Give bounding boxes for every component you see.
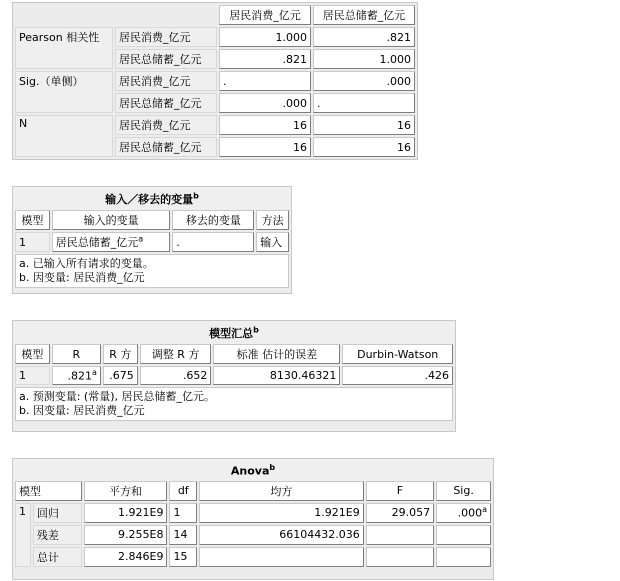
- col-header: 模型: [15, 210, 50, 230]
- value-cell: 14: [169, 525, 197, 545]
- footnotes: a. 预测变量: (常量), 居民总储蓄_亿元。 b. 因变量: 居民消费_亿元: [15, 387, 453, 421]
- value-cell: .000: [313, 71, 415, 91]
- col-header: 调整 R 方: [140, 344, 212, 364]
- col-header: 平方和: [84, 481, 168, 501]
- row-var: 居民消费_亿元: [115, 71, 217, 91]
- value-cell: [199, 547, 364, 567]
- group-label: Pearson 相关性: [15, 27, 113, 69]
- table-title: Anova$^b$: [13, 459, 493, 481]
- value-cell: .000: [219, 93, 311, 113]
- row-var: 居民总储蓄_亿元: [115, 137, 217, 157]
- source-label: 总计: [33, 547, 82, 567]
- value-cell: 1: [169, 503, 197, 523]
- value-cell: 29.057: [366, 503, 434, 523]
- value-cell: 居民总储蓄_亿元$^a$: [52, 232, 171, 252]
- value-cell: 16: [219, 137, 311, 157]
- model-cell: 1: [15, 366, 50, 385]
- value-cell: 15: [169, 547, 197, 567]
- group-label: Sig.（单侧）: [15, 71, 113, 113]
- col-header: R: [52, 344, 101, 364]
- source-label: 回归: [33, 503, 82, 523]
- row-var: 居民消费_亿元: [115, 27, 217, 47]
- col-header: 居民总储蓄_亿元: [313, 5, 415, 25]
- model-summary-table: [12, 320, 456, 432]
- corner-cell: [115, 5, 217, 25]
- row-var: 居民消费_亿元: [115, 115, 217, 135]
- row-var: 居民总储蓄_亿元: [115, 93, 217, 113]
- value-cell: 8130.46321: [213, 366, 340, 385]
- source-label: 残差: [33, 525, 82, 545]
- corner-cell: [15, 5, 113, 25]
- group-label: N: [15, 115, 113, 157]
- value-cell: 1.921E9: [84, 503, 168, 523]
- col-header: 标准 估计的误差: [213, 344, 340, 364]
- value-cell: .: [172, 232, 254, 252]
- row-var: 居民总储蓄_亿元: [115, 49, 217, 69]
- value-cell: 2.846E9: [84, 547, 168, 567]
- col-header: df: [169, 481, 197, 501]
- value-cell: [436, 547, 491, 567]
- footnotes: a. 已输入所有请求的变量。 b. 因变量: 居民消费_亿元: [15, 254, 289, 288]
- value-cell: 1.000: [219, 27, 311, 47]
- value-cell: .426: [342, 366, 453, 385]
- col-header: F: [366, 481, 434, 501]
- table-title: 模型汇总$^b$: [13, 321, 455, 344]
- value-cell: 16: [219, 115, 311, 135]
- col-header: 居民消费_亿元: [219, 5, 311, 25]
- value-cell: 1.921E9: [199, 503, 364, 523]
- value-cell: .: [313, 93, 415, 113]
- value-cell: 1.000: [313, 49, 415, 69]
- value-cell: 9.255E8: [84, 525, 168, 545]
- value-cell: [366, 525, 434, 545]
- value-cell: [436, 525, 491, 545]
- col-header: 均方: [199, 481, 364, 501]
- table-title: 输入／移去的变量$^b$: [13, 187, 291, 210]
- value-cell: 输入: [256, 232, 289, 252]
- anova-table: [12, 458, 494, 580]
- col-header: 模型: [15, 344, 50, 364]
- variables-entered-table: [12, 186, 292, 294]
- value-cell: .675: [103, 366, 138, 385]
- col-header: R 方: [103, 344, 138, 364]
- correlations-table: [12, 2, 418, 160]
- value-cell: .821: [313, 27, 415, 47]
- value-cell: .821: [219, 49, 311, 69]
- value-cell: .652: [140, 366, 212, 385]
- value-cell: .821$^a$: [52, 366, 101, 385]
- model-cell: 1: [15, 232, 50, 252]
- col-header: 方法: [256, 210, 289, 230]
- col-header: Durbin-Watson: [342, 344, 453, 364]
- value-cell: 16: [313, 115, 415, 135]
- model-cell: 1: [15, 503, 31, 567]
- col-header: 模型: [15, 481, 82, 501]
- value-cell: 66104432.036: [199, 525, 364, 545]
- value-cell: .000$^a$: [436, 503, 491, 523]
- value-cell: .: [219, 71, 311, 91]
- col-header: 输入的变量: [52, 210, 171, 230]
- value-cell: [366, 547, 434, 567]
- value-cell: 16: [313, 137, 415, 157]
- col-header: Sig.: [436, 481, 491, 501]
- col-header: 移去的变量: [172, 210, 254, 230]
